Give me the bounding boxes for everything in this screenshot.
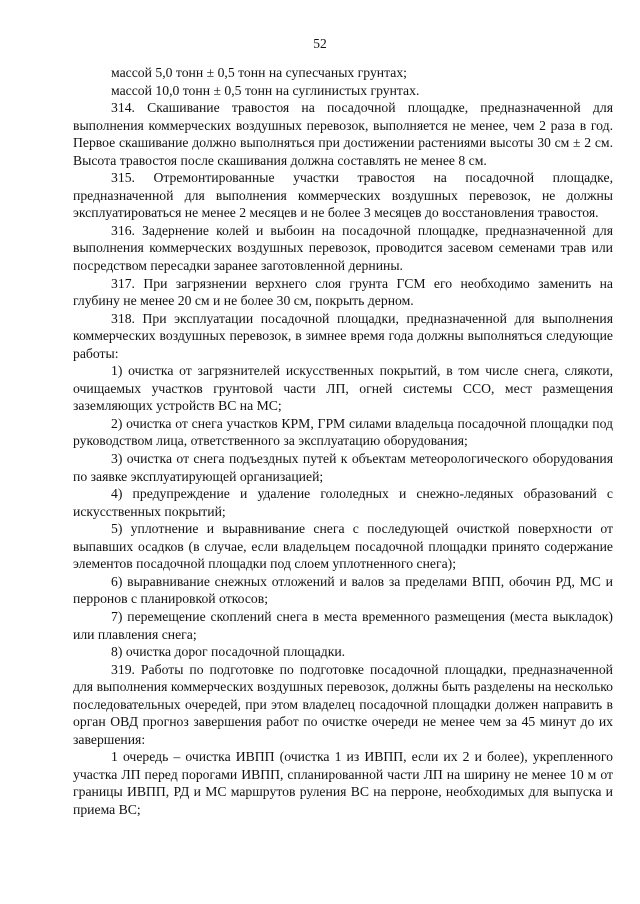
page-number: 52 bbox=[313, 36, 327, 51]
paragraph-mass-sandy: массой 5,0 тонн ± 0,5 тонн на супесчаных грунтах; bbox=[111, 65, 407, 80]
list-item-318-5: 5) уплотнение и выравнивание снега с последующей очисткой поверхности от выпавших осадков (в случае, если владельцем посадочной площадки принято содержание элементов посадочной площадки под слоем уплотненного снега); bbox=[73, 521, 613, 572]
list-item-318-2: 2) очистка от снега участков КРМ, ГРМ силами владельца посадочной площадки под руководством лица, ответственного за эксплуатацию оборудования; bbox=[73, 415, 613, 449]
list-item-318-4: 4) предупреждение и удаление гололедных и снежно-ледяных образований с искусственных покрытий; bbox=[73, 486, 613, 519]
list-item-318-6: 6) выравнивание снежных отложений и валов за пределами ВПП, обочин РД, МС и перронов с планировкой откосов; bbox=[73, 573, 613, 607]
paragraph-319: 319. Работы по подготовке по подготовке посадочной площадки, предназначенной для выполнения коммерческих воздушных перевозок, должны быть разделены на несколько последовательных очередей, при этом владелец посадочной площадки должен направить в орган ОВД прогноз завершения работ по очистке очереди не менее чем за 45 минут до их завершения: bbox=[73, 661, 613, 747]
list-item-318-8: 8) очистка дорог посадочной площадки. bbox=[111, 644, 346, 660]
paragraph-317: 317. При загрязнении верхнего слоя грунта ГСМ его необходимо заменить на глубину не менее 20 см и не более 30 см, покрыть дерном. bbox=[73, 275, 613, 309]
paragraph-315: 315. Отремонтированные участки травостоя на посадочной площадке, предназначенной для выполнения коммерческих воздушных перевозок, не должны эксплуатироваться не менее 2 месяцев и не более 3 месяцев до восстановления травостоя. bbox=[73, 170, 613, 221]
list-item-318-7: 7) перемещение скоплений снега в места временного размещения (места выкладок) или плавления снега; bbox=[73, 608, 613, 642]
paragraph-318: 318. При эксплуатации посадочной площадки, предназначенной для выполнения коммерческих воздушных перевозок, в зимнее время года должны выполняться следующие работы: bbox=[73, 310, 613, 361]
list-item-318-1: 1) очистка от загрязнителей искусственных покрытий, в том числе снега, слякоти, очищаемых участков грунтовой части ЛП, огней системы ССО, мест размещения заземляющих устройств ВС на МС; bbox=[73, 363, 613, 414]
paragraph-316: 316. Задернение колей и выбоин на посадочной площадке, предназначенной для выполнения коммерческих воздушных перевозок, проводится засевом семенами трав или посредством пересадки заранее заготовленной дернины. bbox=[73, 222, 613, 274]
paragraph-mass-loamy: массой 10,0 тонн ± 0,5 тонн на суглинистых грунтах. bbox=[111, 82, 420, 98]
list-item-319-1: 1 очередь – очистка ИВПП (очистка 1 из ИВПП, если их 2 и более), укрепленного участка ЛП перед порогами ИВПП, спланированной части ЛП на ширину не менее 10 м от границы ИВПП, РД и МС маршрутов руления ВС на перроне, необходимых для выпуска и приема ВС; bbox=[73, 749, 613, 817]
list-item-318-3: 3) очистка от снега подъездных путей к объектам метеорологического оборудования по заявке эксплуатирующей организацией; bbox=[73, 451, 613, 484]
paragraph-314: 314. Скашивание травостоя на посадочной площадке, предназначенной для выполнения коммерческих воздушных перевозок, выполняется не менее, чем 2 раза в год. Первое скашивание должно выполняться при достижении растениями высоты 30 см ± 2 см. Высота травостоя после скашивания должна составлять не менее 8 см. bbox=[73, 100, 613, 168]
document-body bbox=[73, 64, 613, 819]
